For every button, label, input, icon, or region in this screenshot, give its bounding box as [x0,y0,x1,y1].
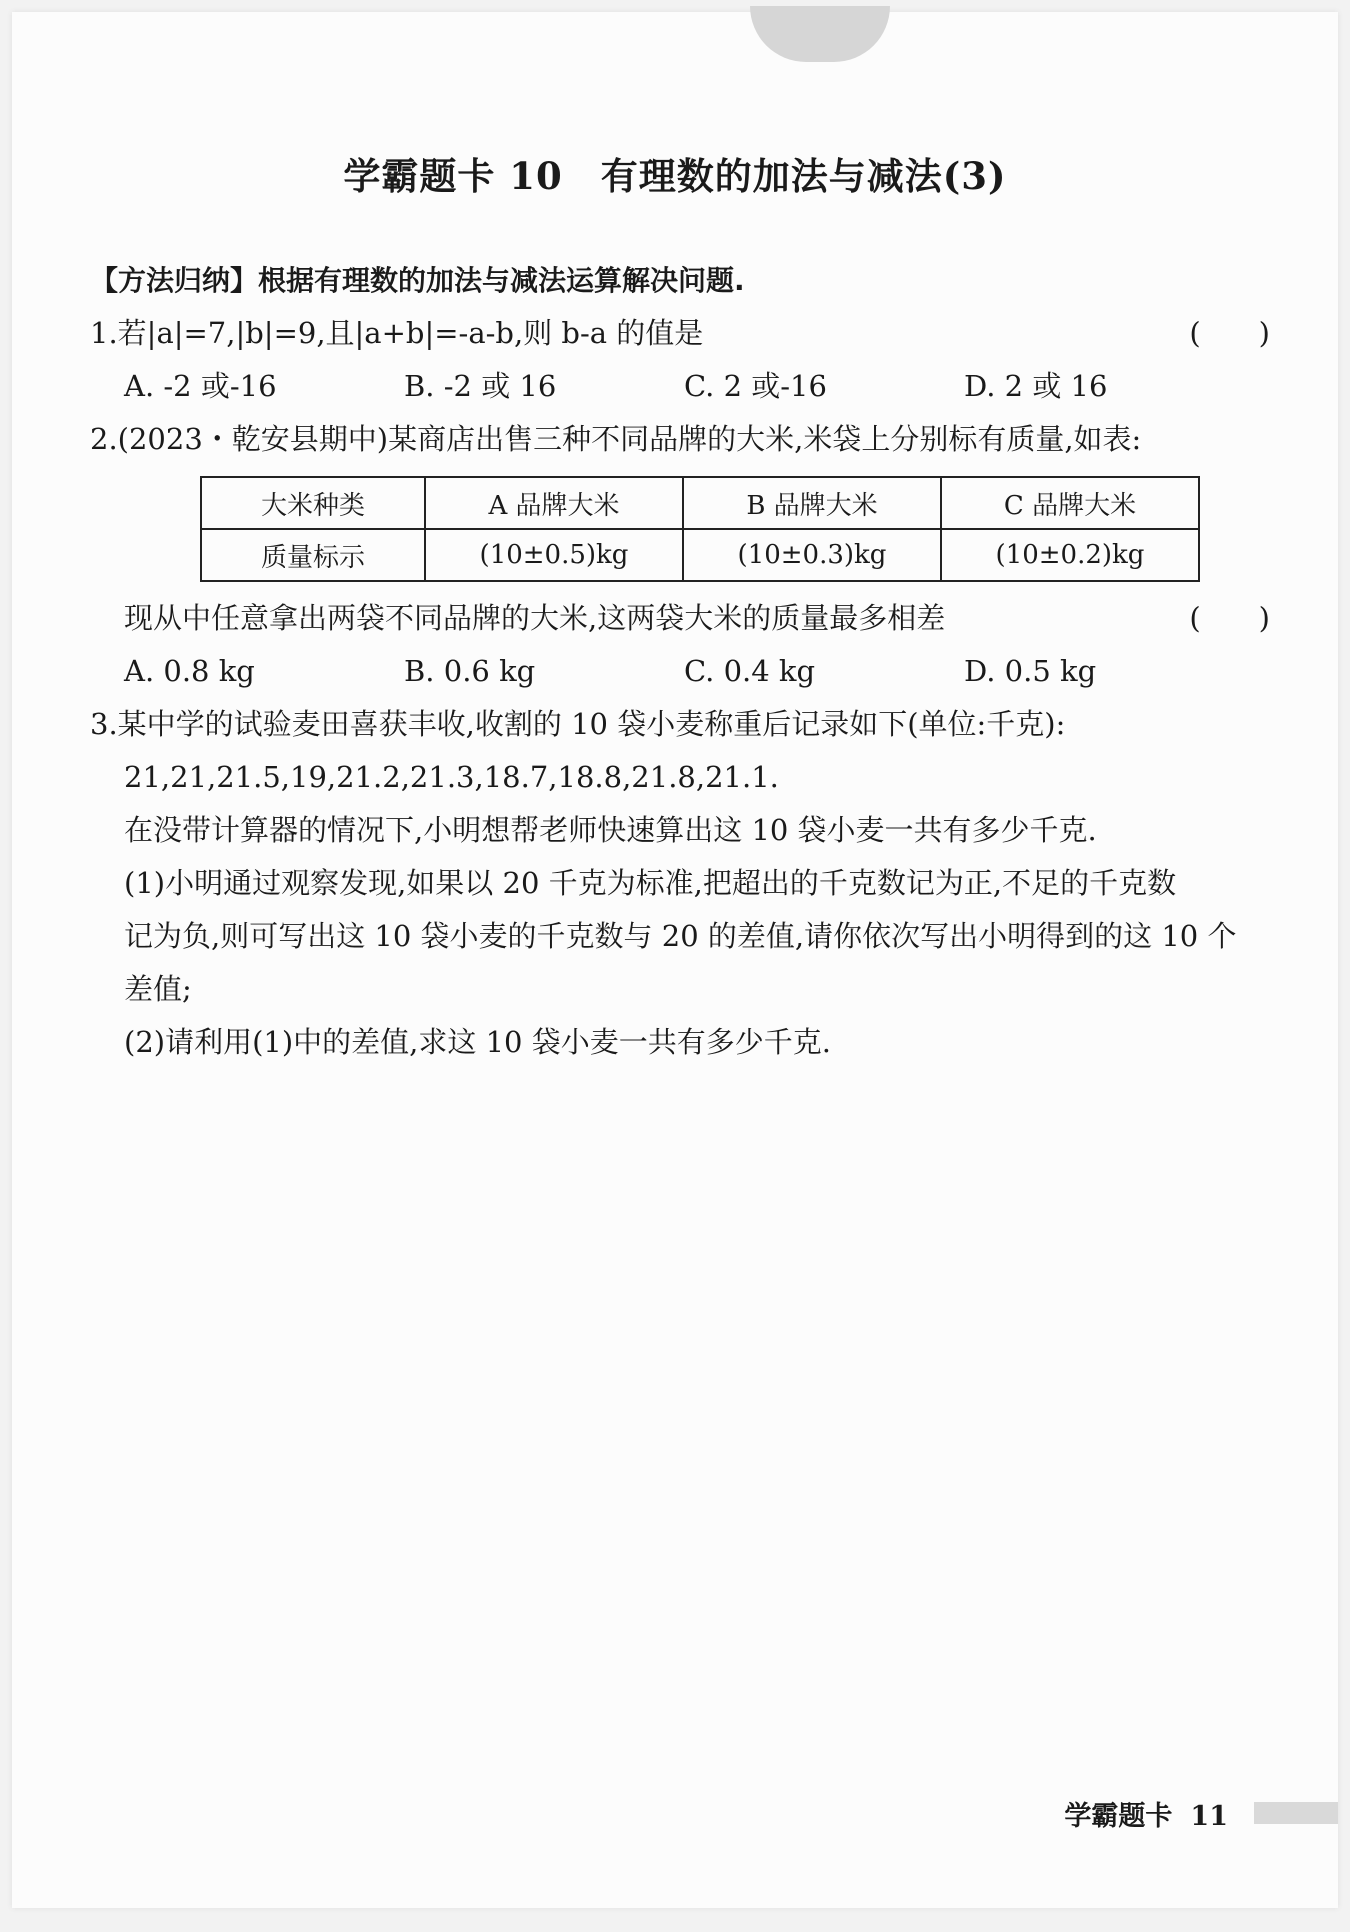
q3-part2: (2)请利用(1)中的差值,求这 10 袋小麦一共有多少千克. [124,1025,831,1059]
table-row [201,529,1199,581]
q1-text: 1.若|a|=7,|b|=9,且|a+b|=-a-b,则 b-a 的值是 [90,316,704,350]
table-cell: 质量标示 [201,529,425,581]
q2-followup-text: 现从中任意拿出两袋不同品牌的大米,这两袋大米的质量最多相差 [124,601,946,635]
q1-options [90,360,1270,413]
q2-options [90,645,1270,698]
table-cell: (10±0.2)kg [941,529,1199,581]
rice-table [200,476,1200,582]
table-cell: (10±0.3)kg [683,529,941,581]
table-cell: C 品牌大米 [941,477,1199,529]
content [90,254,1270,1069]
q2-option-a: A. 0.8 kg [124,654,255,688]
page [12,12,1338,1908]
table-cell: (10±0.5)kg [425,529,683,581]
page-footer [1064,1794,1228,1833]
method-summary: 【方法归纳】根据有理数的加法与减法运算解决问题. [90,264,745,297]
q1-stem [90,307,1270,360]
q2-option-c: C. 0.4 kg [684,654,816,688]
q1-option-b: B. -2 或 16 [404,369,557,403]
page-number: 11 [1190,1801,1228,1832]
table-cell: B 品牌大米 [683,477,941,529]
q2-followup [90,592,1270,645]
table-cell: A 品牌大米 [425,477,683,529]
q3-part1-line2: 记为负,则可写出这 10 袋小麦的千克数与 20 的差值,请你依次写出小明得到的这 10 个 [124,919,1237,953]
q1-option-c: C. 2 或-16 [684,369,827,403]
q3-stem: 3.某中学的试验麦田喜获丰收,收割的 10 袋小麦称重后记录如下(单位:千克): [90,707,1066,741]
q3-part1-line1: (1)小明通过观察发现,如果以 20 千克为标准,把超出的千克数记为正,不足的千克数 [124,866,1177,900]
footer-label: 学霸题卡 [1064,1801,1173,1832]
q2-answer-paren: ( ) [1189,601,1270,635]
q2-stem: 2.(2023・乾安县期中)某商店出售三种不同品牌的大米,米袋上分别标有质量,如表: [90,422,1142,456]
q1-option-a: A. -2 或-16 [124,369,277,403]
table-cell: 大米种类 [201,477,425,529]
table-header-row [201,477,1199,529]
footer-bar [1254,1802,1338,1824]
q2-option-b: B. 0.6 kg [404,654,536,688]
decorative-shape [750,6,890,62]
page-title: 学霸题卡 10 有理数的加法与减法(3) [343,154,1007,198]
q3-data: 21,21,21.5,19,21.2,21.3,18.7,18.8,21.8,21.1. [124,760,779,794]
q1-option-d: D. 2 或 16 [964,369,1108,403]
q2-option-d: D. 0.5 kg [964,654,1097,688]
q3-part1-line3: 差值; [124,972,192,1006]
q3-context: 在没带计算器的情况下,小明想帮老师快速算出这 10 袋小麦一共有多少千克. [124,813,1097,847]
q1-answer-paren: ( ) [1189,316,1270,350]
